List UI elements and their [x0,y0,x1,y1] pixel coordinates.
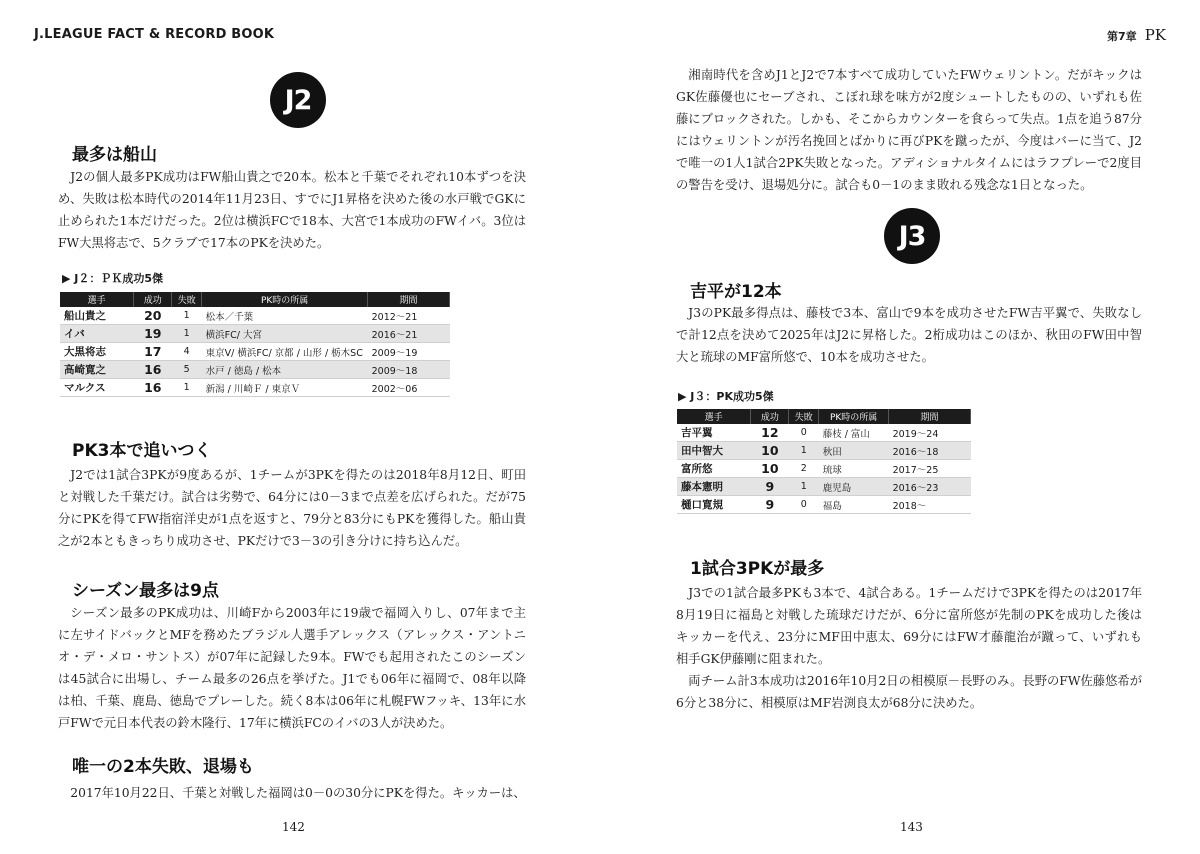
table-row [677,442,971,460]
table-row [60,379,450,397]
success-count-cell: 12 [751,424,789,442]
period-cell: 2018～ [889,496,971,514]
player-name-cell: 田中智大 [677,442,751,460]
paragraph-season-most [58,602,526,734]
club-cell: 秋田 [819,442,889,460]
club-cell: 横浜FC/ 大宮 [202,325,368,343]
column-header: 期間 [889,409,971,424]
heading-double-miss: 唯一の2本失敗、退場も [72,757,254,777]
table-row [60,361,450,379]
period-cell: 2016～18 [889,442,971,460]
period-cell: 2017～25 [889,460,971,478]
table-row [677,424,971,442]
miss-count-cell: 1 [172,325,202,343]
paragraph-most-funayama [58,166,526,254]
column-header: PK時の所属 [202,292,368,307]
player-name-cell: イバ [60,325,134,343]
club-cell: 松本／千葉 [202,307,368,325]
player-name-cell: 吉平翼 [677,424,751,442]
column-header: 成功 [751,409,789,424]
player-name-cell: 富所悠 [677,460,751,478]
player-name-cell: 高崎寛之 [60,361,134,379]
paragraph-text: 2017年10月22日、千葉と対戦した福岡は0－0の30分にPKを得た。キッカーは、 [70,786,526,800]
table-row [60,325,450,343]
page-number-right: 143 [900,820,923,834]
success-count-cell: 19 [134,325,172,343]
column-header: PK時の所属 [819,409,889,424]
chapter-header [1107,26,1166,44]
club-cell: 東京V/ 横浜FC/ 京都 / 山形 / 栃木SC [202,343,368,361]
heading-season-most: シーズン最多は9点 [72,581,219,601]
table-row [677,496,971,514]
paragraph-text: J2では1試合3PKが9度あるが、1チームが3PKを得たのは2018年8月12日、町田と対戦した千葉だけ。試合は劣勢で、64分には0－3まで点差を広げられた。だが75分にPKを得てFW指宿洋史が1点を返すと、79分と83分にもPKを獲得した。船山貴之が2本ともきっちり成功させ、PKだけで3－3の引き分けに持ち込んだ。 [58,468,526,548]
table-row [60,307,450,325]
success-count-cell: 16 [134,379,172,397]
paragraph-continuation [676,64,1142,196]
j2-table-caption: ▶ J２：ＰＫ成功5傑 [62,272,164,285]
paragraph-match-most [676,582,1142,714]
section-label: PK [1144,26,1166,44]
table-row [677,478,971,496]
club-cell: 新潟 / 川崎Ｆ / 東京Ｖ [202,379,368,397]
miss-count-cell: 4 [172,343,202,361]
player-name-cell: 樋口寛規 [677,496,751,514]
column-header: 期間 [368,292,450,307]
success-count-cell: 20 [134,307,172,325]
miss-count-cell: 1 [172,379,202,397]
success-count-cell: 16 [134,361,172,379]
club-cell: 琉球 [819,460,889,478]
period-cell: 2016～21 [368,325,450,343]
player-name-cell: マルクス [60,379,134,397]
period-cell: 2009～18 [368,361,450,379]
period-cell: 2009～19 [368,343,450,361]
right-page [600,0,1200,854]
table-row [677,460,971,478]
j3-badge: J3 [884,208,940,264]
paragraph-pk3-comeback [58,464,526,552]
miss-count-cell: 1 [789,478,819,496]
column-header: 選手 [677,409,751,424]
column-header: 成功 [134,292,172,307]
success-count-cell: 9 [751,478,789,496]
paragraph-text: 両チーム計3本成功は2016年10月2日の相模原－長野のみ。長野のFW佐藤悠希が6分と38分に、相模原はMF岩渕良太が68分に決めた。 [676,674,1142,710]
success-count-cell: 17 [134,343,172,361]
period-cell: 2012～21 [368,307,450,325]
club-cell: 水戸 / 徳島 / 松本 [202,361,368,379]
miss-count-cell: 0 [789,496,819,514]
success-count-cell: 10 [751,442,789,460]
success-count-cell: 9 [751,496,789,514]
period-cell: 2002～06 [368,379,450,397]
paragraph-text: J3での1試合最多PKも3本で、4試合ある。1チームだけで3PKを得たのは2017年8月19日に福島と対戦した琉球だけだが、6分に富所悠が先制のPKを成功した後はキッカーを代え、23分にMF田中恵太、69分にはFW才藤龍治が蹴って、いずれも相手GK伊藤剛に阻まれた。 [676,586,1142,666]
player-name-cell: 大黒将志 [60,343,134,361]
chapter-label: 第7章 [1107,30,1137,43]
club-cell: 藤枝 / 富山 [819,424,889,442]
paragraph-double-miss [58,782,526,804]
table-row [60,343,450,361]
book-title: J.LEAGUE FACT & RECORD BOOK [34,27,275,42]
player-name-cell: 船山貴之 [60,307,134,325]
period-cell: 2016～23 [889,478,971,496]
paragraph-text: J2の個人最多PK成功はFW船山貴之で20本。松本と千葉でそれぞれ10本ずつを決め、失敗は松本時代の2014年11月23日、すでにJ1昇格を決めた後の水戸戦でGKに止められた1本だけだった。2位は横浜FCで18本、大宮で1本成功のFWイバ。3位はFW大黒将志で、5クラブで17本のPKを決めた。 [58,170,526,250]
paragraph-text: J3のPK最多得点は、藤枝で3本、富山で9本を成功させたFW吉平翼で、失敗なしで計12点を決めて2025年はJ2に昇格した。2桁成功はこのほか、秋田のFW田中智大と琉球のMF富所悠で、10本を成功させた。 [676,306,1142,364]
page-number-left: 142 [282,820,305,834]
success-count-cell: 10 [751,460,789,478]
heading-match-most: 1試合3PKが最多 [690,559,825,579]
paragraph-yoshihira [676,302,1142,368]
heading-most-funayama: 最多は船山 [72,145,157,165]
player-name-cell: 藤本憲明 [677,478,751,496]
miss-count-cell: 1 [172,307,202,325]
heading-yoshihira: 吉平が12本 [690,282,782,302]
j2-pk-table [60,292,450,397]
j3-table-caption: ▶ J３：PK成功5傑 [678,390,774,403]
j3-pk-table [677,409,971,514]
heading-pk3-comeback: PK3本で追いつく [72,441,212,461]
club-cell: 鹿児島 [819,478,889,496]
column-header: 失敗 [789,409,819,424]
period-cell: 2019～24 [889,424,971,442]
miss-count-cell: 2 [789,460,819,478]
club-cell: 福島 [819,496,889,514]
paragraph-text: シーズン最多のPK成功は、川崎Fから2003年に19歳で福岡入りし、07年まで主に左サイドバックとMFを務めたブラジル人選手アレックス（アレックス・アントニオ・デ・メロ・サントス）が07年に記録した9本。FWでも起用されたこのシーズンは45試合に出場し、チーム最多の26点を挙げた。J1でも06年に福岡で、08年以降は柏、千葉、鹿島、徳島でプレーした。続く8本は06年に札幌FWフッキ、13年に水戸FWで元日本代表の鈴木隆行、17年に横浜FCのイバの3人が決めた。 [58,606,526,730]
j2-badge: J2 [270,72,326,128]
paragraph-text: 湘南時代を含めJ1とJ2で7本すべて成功していたFWウェリントン。だがキックはGK佐藤優也にセーブされ、こぼれ球を味方が2度シュートしたものの、いずれも佐藤にブロックされた。しかも、そこからカウンターを食らって失点。1点を追う87分にはウェリントンが汚名挽回とばかりに再びPKを蹴ったが、今度はバーに当て、J2で唯一の1人1試合2PK失敗となった。アディショナルタイムにはラフプレーで2度目の警告を受け、退場処分に。試合も0－1のまま敗れる残念な1日となった。 [676,68,1142,192]
column-header: 失敗 [172,292,202,307]
miss-count-cell: 0 [789,424,819,442]
miss-count-cell: 5 [172,361,202,379]
column-header: 選手 [60,292,134,307]
miss-count-cell: 1 [789,442,819,460]
